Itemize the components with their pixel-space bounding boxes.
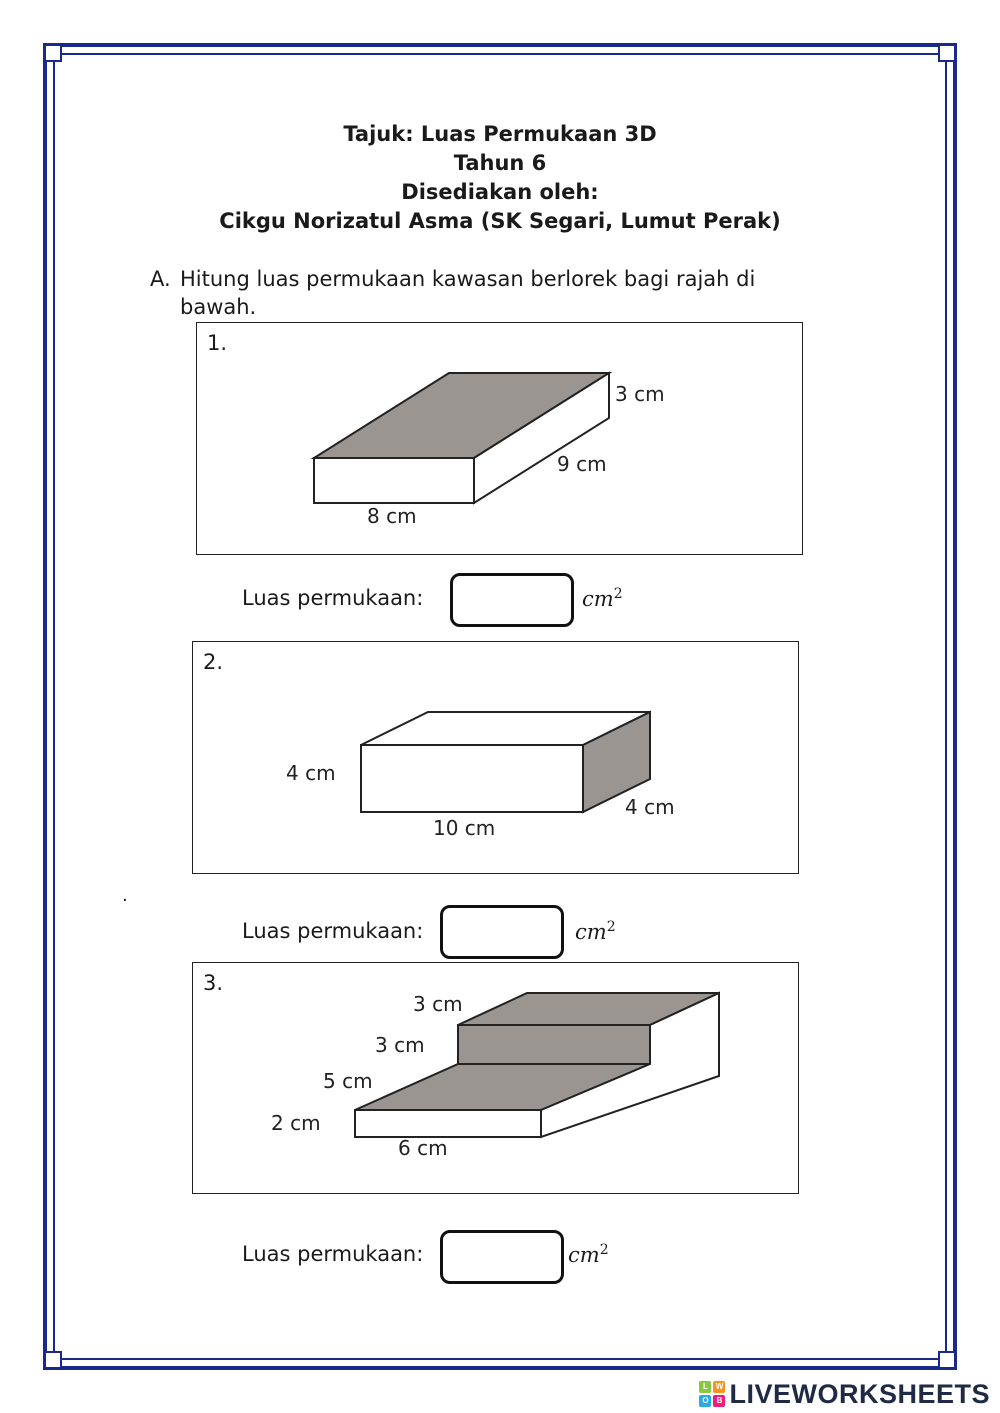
worksheet-header [0,120,1000,236]
front-face [361,745,583,812]
question-number: 3. [203,971,224,995]
stray-dot: · [122,890,128,911]
instruction-line-2: bawah. [180,295,257,319]
question-3-figure [192,962,799,1194]
front-face [314,458,474,503]
step-block-diagram [193,963,800,1195]
height-label: 4 cm [286,761,336,785]
lower-depth-label: 5 cm [323,1069,373,1093]
question-number: 1. [207,331,228,355]
instruction-line-1: Hitung luas permukaan kawasan berlorek bagi rajah di [180,267,756,291]
prepared-by-label: Disediakan oleh: [401,180,599,204]
grade-level: Tahun 6 [453,151,547,175]
question-1-figure [196,322,803,555]
answer-input-3[interactable] [440,1230,564,1284]
width-label: 10 cm [433,816,496,840]
liveworksheets-logo [699,1378,990,1410]
section-letter: A. [150,267,171,291]
question-number: 2. [203,650,224,674]
border-corner [938,44,956,62]
unit-label-1: $cm^2$ [582,586,623,611]
answer-input-1[interactable] [450,573,574,627]
border-corner [938,1351,956,1369]
base-height-label: 2 cm [271,1111,321,1135]
question-2-figure [192,641,799,874]
depth-label: 4 cm [625,795,675,819]
unit-label-2: $cm^2$ [575,919,616,944]
width-label: 6 cm [398,1136,448,1160]
logo-mark-icon: L W O B [699,1381,725,1407]
width-label: 8 cm [367,504,417,528]
height-label: 3 cm [615,382,665,406]
shaded-riser-face [458,1025,650,1064]
author-name: Cikgu Norizatul Asma (SK Segari, Lumut Perak) [219,209,781,233]
answer-label-3: Luas permukaan: [242,1242,424,1266]
step-height-label: 3 cm [375,1033,425,1057]
border-corner [44,44,62,62]
answer-label-2: Luas permukaan: [242,919,424,943]
top-depth-label: 3 cm [413,992,463,1016]
answer-input-2[interactable] [440,905,564,959]
brand-name: LIVEWORKSHEETS [729,1378,990,1409]
cuboid-diagram [197,323,804,556]
unit-label-3: $cm^2$ [568,1242,609,1267]
front-face [355,1110,541,1137]
border-corner [44,1351,62,1369]
answer-label-1: Luas permukaan: [242,586,424,610]
instruction [150,265,820,321]
depth-label: 9 cm [557,452,607,476]
worksheet-title: Tajuk: Luas Permukaan 3D [343,122,657,146]
cuboid-diagram [193,642,800,875]
